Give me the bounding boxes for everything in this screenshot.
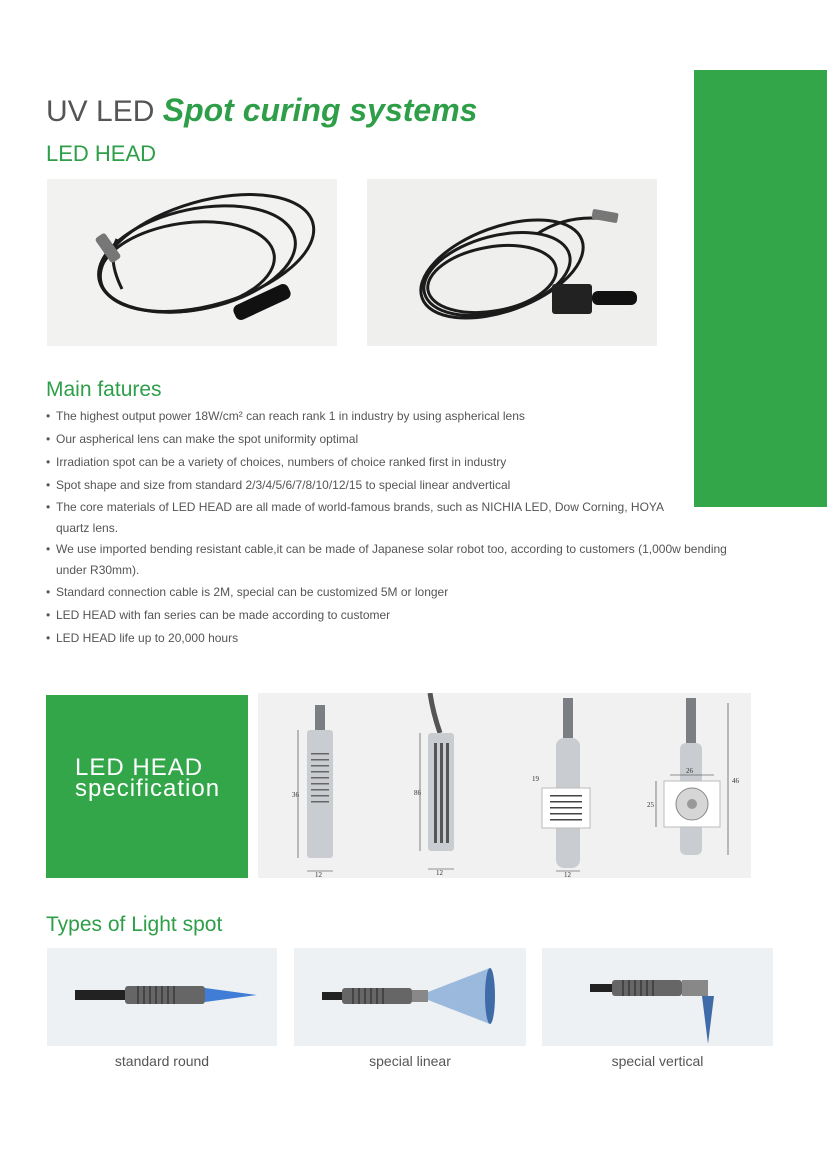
dim-label: 26	[686, 767, 693, 775]
features-heading: Main fatures	[46, 378, 162, 401]
title-prefix: UV LED	[46, 95, 155, 128]
spot-image-standard-round	[47, 948, 277, 1046]
list-item: • Irradiation spot can be a variety of choices, numbers of choice ranked first in industry	[46, 455, 766, 469]
types-heading: Types of Light spot	[46, 913, 223, 936]
list-item: • Standard connection cable is 2M, special can be customized 5M or longer	[46, 585, 766, 599]
page-title	[46, 92, 477, 129]
list-item: • We use imported bending resistant cable,it can be made of Japanese solar robot too, according to customers (1,000w bending under R30mm).	[46, 539, 758, 581]
spot-label-special-linear: special linear	[369, 1053, 451, 1069]
dim-label: 12	[436, 869, 443, 877]
spec-title-line1: LED HEAD	[75, 754, 204, 781]
spec-box	[46, 695, 248, 878]
spot-label-standard-round: standard round	[114, 1053, 210, 1069]
dim-label: 86	[414, 789, 421, 797]
led-head-photo-1	[47, 179, 337, 346]
dim-label: 19	[532, 775, 539, 783]
spot-image-special-linear	[294, 948, 526, 1046]
led-head-photo-2	[367, 179, 657, 346]
list-item: • The highest output power 18W/cm² can reach rank 1 in industry by using aspherical lens	[46, 409, 766, 423]
page-subtitle: LED HEAD	[46, 141, 157, 166]
list-item: • LED HEAD life up to 20,000 hours	[46, 631, 766, 645]
spot-image-special-vertical	[542, 948, 773, 1046]
list-item: • Spot shape and size from standard 2/3/4/5/6/7/8/10/12/15 to special linear andvertical	[46, 478, 766, 492]
list-item: • LED HEAD with fan series can be made according to customer	[46, 608, 766, 622]
spec-title	[75, 754, 221, 802]
dim-label: 25	[647, 801, 654, 809]
dim-label: 46	[732, 777, 739, 785]
spec-drawing	[258, 693, 751, 878]
dim-label: 12	[315, 871, 322, 878]
spot-label-special-vertical: special vertical	[611, 1053, 704, 1069]
dim-label: 36	[292, 791, 299, 799]
dim-label: 12	[564, 871, 571, 878]
features-list	[46, 409, 766, 654]
title-accent: Spot curing systems	[162, 92, 478, 128]
list-item: • The core materials of LED HEAD are all made of world-famous brands, such as NICHIA LED, Dow Corning, HOYA quartz lens.	[46, 497, 676, 539]
list-item: • Our aspherical lens can make the spot uniformity optimal	[46, 432, 766, 446]
spec-title-line2: specification	[75, 775, 221, 802]
